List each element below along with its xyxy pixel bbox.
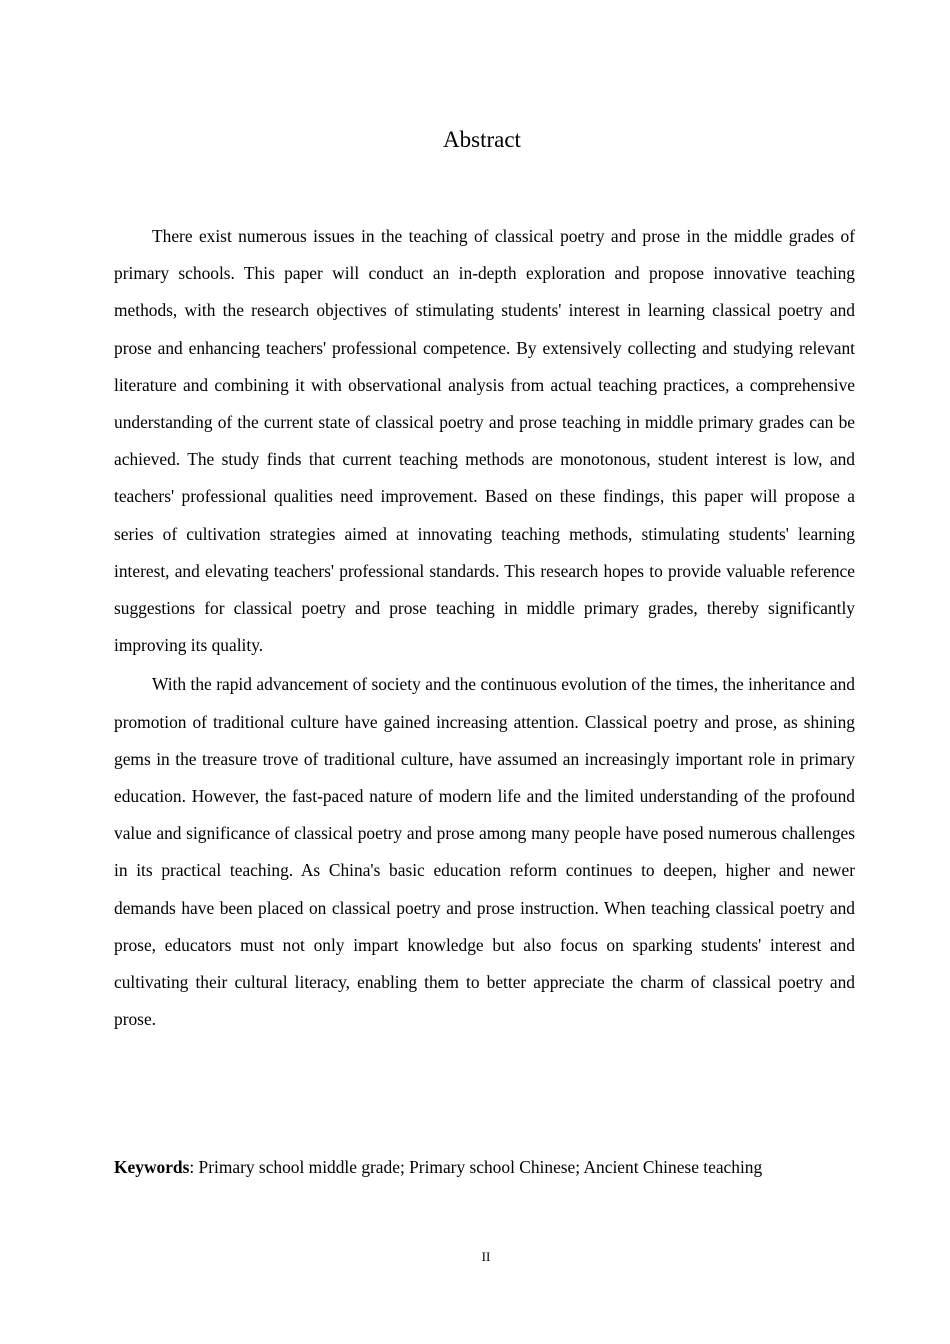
abstract-paragraph-1: There exist numerous issues in the teaching of classical poetry and prose in the middle grades of primary schools. This paper will conduct an in-depth exploration and propose innovative teaching methods, with the research objectives of stimulating students' interest in learning classical poetry and prose and enhancing teachers' professional competence. By extensively collecting and studying relevant literature and combining it with observational analysis from actual teaching practices, a comprehensive understanding of the current state of classical poetry and prose teaching in middle primary grades can be achieved. The study finds that current teaching methods are monotonous, student interest is low, and teachers' professional qualities need improvement. Based on these findings, this paper will propose a series of cultivation strategies aimed at innovating teaching methods, stimulating students' learning interest, and elevating teachers' professional standards. This research hopes to provide valuable reference suggestions for classical poetry and prose teaching in middle primary grades, thereby significantly improving its quality. — [114, 226, 855, 656]
keywords-line — [114, 1151, 855, 1183]
keywords-separator: : — [189, 1157, 199, 1177]
abstract-title: Abstract — [443, 127, 521, 152]
keywords-label: Keywords — [114, 1157, 190, 1177]
abstract-paragraph-2: With the rapid advancement of society and the continuous evolution of the times, the inheritance and promotion of traditional culture have gained increasing attention. Classical poetry and prose, as shining gems in the treasure trove of traditional culture, have assumed an increasingly important role in primary education. However, the fast-paced nature of modern life and the limited understanding of the profound value and significance of classical poetry and prose among many people have posed numerous challenges in its practical teaching. As China's basic education reform continues to deepen, higher and newer demands have been placed on classical poetry and prose instruction. When teaching classical poetry and prose, educators must not only impart knowledge but also focus on sparking students' interest and cultivating their cultural literacy, enabling them to better appreciate the charm of classical poetry and prose. — [114, 674, 855, 1030]
abstract-body — [114, 218, 855, 1040]
page-number: II — [481, 1249, 491, 1264]
keywords-text: Primary school middle grade; Primary school Chinese; Ancient Chinese teaching — [198, 1157, 763, 1177]
